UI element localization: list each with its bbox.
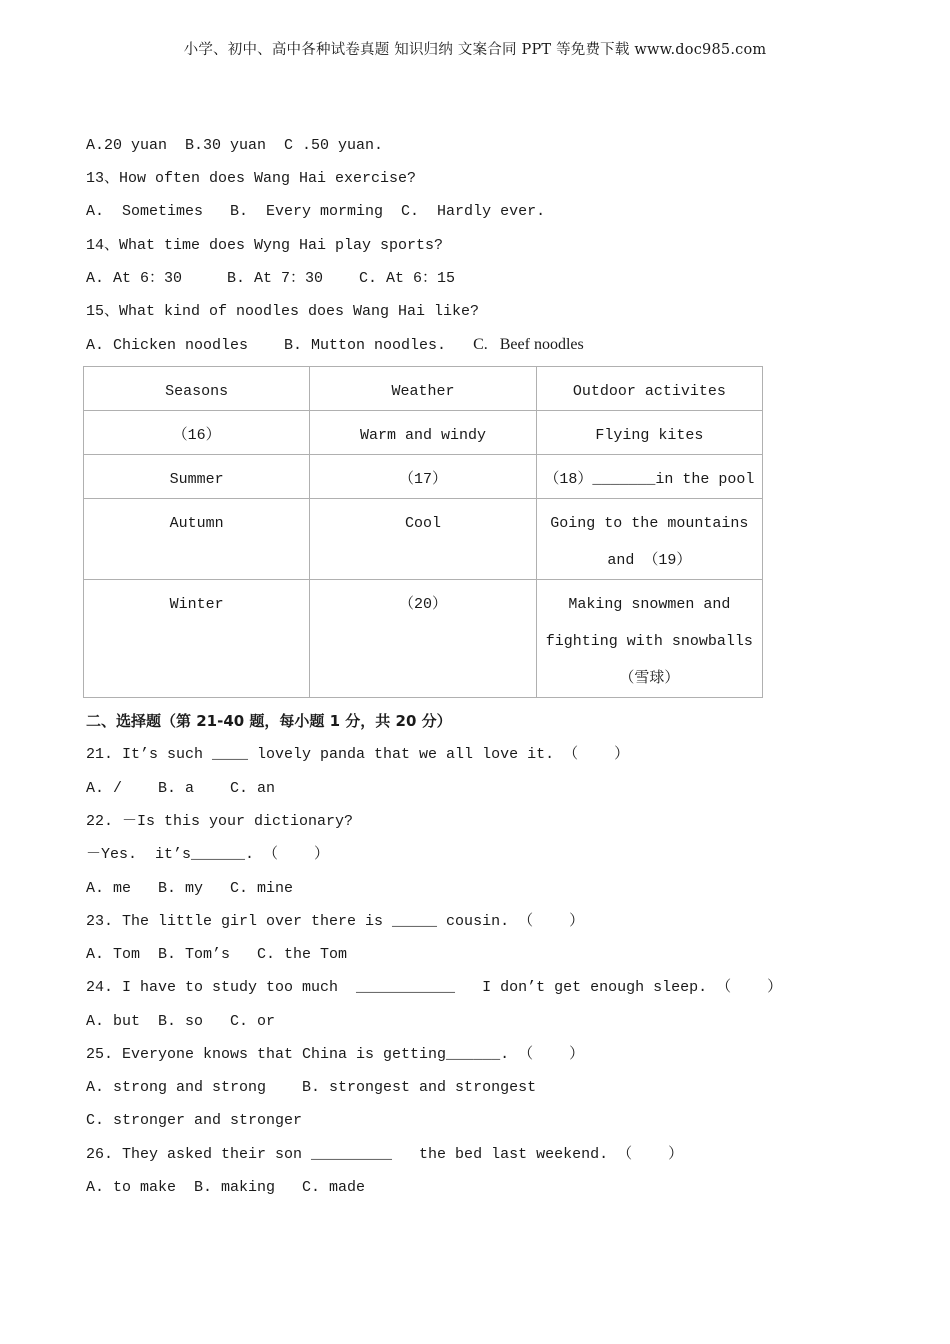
activity-line: Flying kites xyxy=(595,427,704,444)
activity-line: Going to the mountains xyxy=(550,515,749,532)
activity-line: and （19） xyxy=(607,552,692,569)
q14-options: A. At 6：30 B. At 7：30 C. At 6：15 xyxy=(86,270,456,287)
q13-options: A. Sometimes B. Every morming C. Hardly ever. xyxy=(86,203,546,220)
page-header: 小学、初中、高中各种试卷真题 知识归纳 文案合同 PPT 等免费下载 www.doc985.com xyxy=(183,42,767,58)
q24-options: A. but B. so C. or xyxy=(86,1013,276,1030)
q25-option-c: C. stronger and stronger xyxy=(86,1112,303,1129)
q25-question: 25. Everyone knows that China is getting______. （ ） xyxy=(86,1046,585,1063)
q25-options-ab: A. strong and strong B. strongest and strongest xyxy=(86,1079,537,1096)
table-row xyxy=(84,580,763,698)
activity-cell xyxy=(536,411,762,455)
table-header-row xyxy=(84,367,763,411)
q22-reply: －Yes. it’s______. （ ） xyxy=(86,846,330,863)
weather-cell: Cool xyxy=(310,499,536,580)
q22-options: A. me B. my C. mine xyxy=(86,880,294,897)
season-cell: （16） xyxy=(84,411,310,455)
q21-options: A. / B. a C. an xyxy=(86,780,276,797)
header-weather: Weather xyxy=(310,367,536,411)
q21-question: 21. It’s such ____ lovely panda that we all love it. （ ） xyxy=(86,746,630,763)
activity-line: （18）_______in the pool xyxy=(544,471,755,488)
table-row xyxy=(84,411,763,455)
q26-question: 26. They asked their son _________ the bed last weekend. （ ） xyxy=(86,1146,684,1163)
q24-question: 24. I have to study too much ___________ I don’t get enough sleep. （ ） xyxy=(86,979,783,996)
activity-line: Making snowmen and xyxy=(568,596,731,613)
table-row xyxy=(84,499,763,580)
season-cell: Summer xyxy=(84,455,310,499)
q13-question: 13、How often does Wang Hai exercise? xyxy=(86,170,417,187)
q15-options-ab: A. Chicken noodles B. Mutton noodles. xyxy=(86,337,474,354)
q15-options xyxy=(86,336,584,355)
q14-question: 14、What time does Wyng Hai play sports? xyxy=(86,237,444,254)
weather-cell: （20） xyxy=(310,580,536,698)
header-activities: Outdoor activites xyxy=(536,367,762,411)
q23-options: A. Tom B. Tom’s C. the Tom xyxy=(86,946,348,963)
activity-line: （雪球） xyxy=(619,670,680,687)
activity-cell xyxy=(536,499,762,580)
season-cell: Winter xyxy=(84,580,310,698)
season-cell: Autumn xyxy=(84,499,310,580)
q12-options: A.20 yuan B.30 yuan C .50 yuan. xyxy=(86,137,384,154)
q15-option-c: C. Beef noodles xyxy=(473,336,584,353)
weather-cell: Warm and windy xyxy=(310,411,536,455)
activity-cell xyxy=(536,455,762,499)
activity-line: fighting with snowballs xyxy=(545,633,753,650)
q22-question: 22. －Is this your dictionary? xyxy=(86,813,354,830)
seasons-table xyxy=(83,366,763,698)
activity-cell xyxy=(536,580,762,698)
header-seasons: Seasons xyxy=(84,367,310,411)
table-row xyxy=(84,455,763,499)
q15-question: 15、What kind of noodles does Wang Hai like? xyxy=(86,303,480,320)
section2-title: 二、选择题（第 21-40 题，每小题 1 分，共 20 分） xyxy=(86,712,452,730)
weather-cell: （17） xyxy=(310,455,536,499)
q26-options: A. to make B. making C. made xyxy=(86,1179,366,1196)
q23-question: 23. The little girl over there is _____ cousin. （ ） xyxy=(86,913,585,930)
